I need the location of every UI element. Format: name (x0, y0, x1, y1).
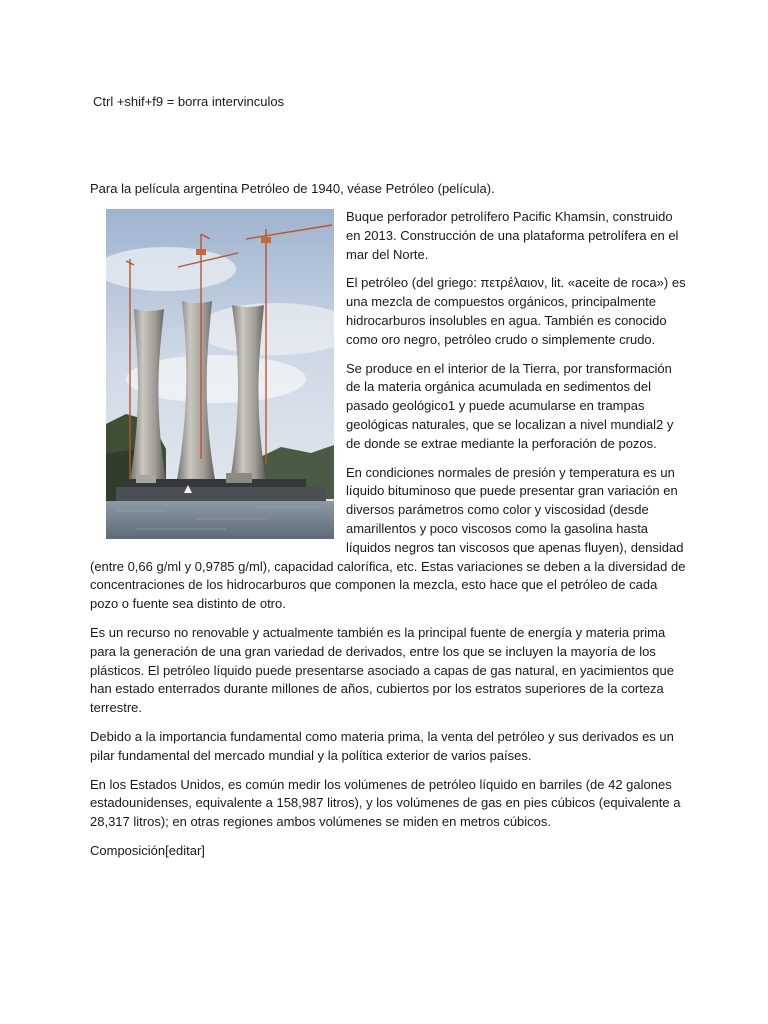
paragraph: El petróleo (del griego: πετρέλαιον, lit. «aceite de roca») es una mezcla de compuestos orgánicos, principalmente hidrocarburos insolubles en agua. También es conocido como oro negro, petróleo crudo o simplemente crudo. (346, 275, 686, 347)
oil-platform-photo-icon (106, 209, 334, 539)
disambiguation-note: Para la película argentina Petróleo de 1940, véase Petróleo (película). (90, 181, 495, 196)
shortcut-note: Ctrl +shif+f9 = borra intervinculos (93, 94, 285, 109)
figure-caption: Buque perforador petrolífero Pacific Khamsin, construido en 2013. Construcción de una plataforma petrolífera en el mar del Norte. (346, 209, 679, 262)
article-body (90, 208, 686, 871)
paragraph: Es un recurso no renovable y actualmente también es la principal fuente de energía y materia prima para la generación de una gran variedad de derivados, entre los que se incluyen la mayoría de los plásticos. El petróleo líquido puede presentarse asociado a capas de gas natural, en yacimientos que han estado enterrados durante millones de años, cubiertos por los estratos superiores de la corteza terrestre. (90, 624, 674, 716)
paragraph: Se produce en el interior de la Tierra, por transformación de la materia orgánica acumulada en sedimentos del pasado geológico1 y puede acumularse en trampas geológicas naturales, que se localizan a nivel mundial2 y de donde se extrae mediante la perforación de pozos. (346, 360, 674, 451)
paragraph: Debido a la importancia fundamental como materia prima, la venta del petróleo y sus derivados es un pilar fundamental del mercado mundial y la política exterior de varios países. (90, 728, 674, 763)
section-heading-composicion[interactable]: Composición[editar] (90, 842, 205, 858)
paragraph: En los Estados Unidos, es común medir los volúmenes de petróleo líquido en barriles (de 42 galones estadounidenses, equivalente a 158,987 litros), y los volúmenes de gas en pies cúbicos (equivalente a 28,317 litros); en otras regiones ambos volúmenes se miden en metros cúbicos. (90, 776, 681, 830)
paragraph: En condiciones normales de presión y temperatura es un líquido bituminoso que puede presentar gran variación en diversos parámetros como color y viscosidad (desde amarillentos y poco viscosos como la gasolina hasta líquidos negros tan viscosos que apenas fluyen), densidad (entre 0,66 g/ml y 0,9785 g/ml), capacidad calorífica, etc. Estas variaciones se deben a la diversidad de concentraciones de los hidrocarburos que componen la mezcla, esto hace que el petróleo de cada pozo o fuente sea distinto de otro. (90, 464, 686, 612)
